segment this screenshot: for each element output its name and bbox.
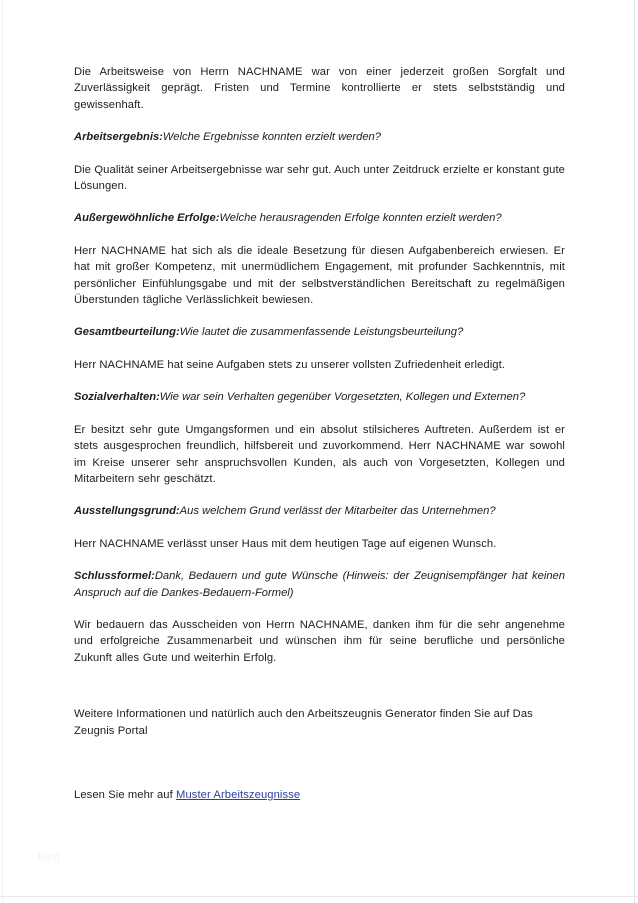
section-answer-arbeitsergebnis: Die Qualität seiner Arbeitsergebnisse war sehr gut. Auch unter Zeitdruck erzielte er konstant gute Lösungen. xyxy=(74,163,565,193)
section-heading-ausstellungsgrund xyxy=(74,503,565,519)
spacer xyxy=(74,601,565,617)
spacer xyxy=(74,146,565,162)
section-question: Welche Ergebnisse konnten erzielt werden? xyxy=(162,131,381,144)
spacer xyxy=(74,308,565,324)
section-heading-schlussformel xyxy=(74,568,565,601)
section-label: Außergewöhnliche Erfolge: xyxy=(74,212,220,225)
spacer xyxy=(74,771,565,787)
section-label: Gesamtbeurteilung: xyxy=(74,326,180,339)
spacer xyxy=(74,552,565,568)
read-more-prefix: Lesen Sie mehr auf xyxy=(74,788,177,801)
spacer xyxy=(74,406,565,422)
section-label: Arbeitsergebnis: xyxy=(74,131,163,144)
section-answer-schlussformel: Wir bedauern das Ausscheiden von Herrn NACHNAME, danken ihm für die sehr angenehme und erfolgreiche Zusammenarbeit und wünschen ihm für seine berufliche und persönliche Zukunft alles Gute und weiterhin Erfolg. xyxy=(74,618,565,664)
section-label: Schlussformel: xyxy=(74,570,155,583)
section-answer-sozialverhalten: Er besitzt sehr gute Umgangsformen und ein absolut stilsicheres Auftreten. Außerdem ist er stets ausgesprochen freundlich, hilfsbereit und zuvorkommend. Herr NACHNAME war sowohl im Kreise unserer sehr anspruchsvollen Kunden, als auch von Vorgesetzten, Kollegen und Mitarbeitern sehr geschätzt. xyxy=(74,423,565,485)
page-watermark: blog xyxy=(38,851,60,863)
section-question: Dank, Bedauern und gute Wünsche (Hinweis: der Zeugnisempfänger hat keinen Anspruch auf die Dankes-Bedauern-Formel) xyxy=(74,570,565,599)
section-label: Sozialverhalten: xyxy=(74,391,160,404)
closing-paragraph: Weitere Informationen und natürlich auch den Arbeitszeugnis Generator finden Sie auf Das Zeugnis Portal xyxy=(74,708,533,737)
spacer xyxy=(74,487,565,503)
page-edge-bottom xyxy=(0,896,638,897)
muster-arbeitszeugnisse-link[interactable]: Muster Arbeitszeugnisse xyxy=(176,788,301,801)
spacer xyxy=(74,227,565,243)
spacer xyxy=(74,373,565,389)
document-content xyxy=(74,64,565,803)
section-question: Aus welchem Grund verlässt der Mitarbeiter das Unternehmen? xyxy=(179,505,496,518)
read-more-line xyxy=(74,787,565,803)
spacer xyxy=(74,666,565,706)
section-answer-aussergewoehnliche-erfolge: Herr NACHNAME hat sich als die ideale Besetzung für diesen Aufgabenbereich erwiesen. Er hat mit großer Kompetenz, mit unermüdlichem Engagement, mit profunder Sachkenntnis, mit persönlicher Einfühlungsgabe und mit der selbstverständlichen Bereitschaft zu regelmäßigen Überstunden tägliche Verlässlichkeit bewiesen. xyxy=(74,244,565,307)
section-question: Wie lautet die zusammenfassende Leistungsbeurteilung? xyxy=(179,326,464,339)
page-edge-left xyxy=(2,0,3,903)
spacer xyxy=(74,341,565,357)
section-answer-ausstellungsgrund: Herr NACHNAME verlässt unser Haus mit dem heutigen Tage auf eigenen Wunsch. xyxy=(74,537,497,550)
section-heading-aussergewoehnliche-erfolge xyxy=(74,210,565,226)
section-label: Ausstellungsgrund: xyxy=(74,505,180,518)
page-edge-right xyxy=(634,0,635,903)
spacer xyxy=(74,520,565,536)
section-heading-gesamtbeurteilung xyxy=(74,324,565,340)
section-answer-gesamtbeurteilung: Herr NACHNAME hat seine Aufgaben stets zu unserer vollsten Zufriedenheit erledigt. xyxy=(74,358,506,371)
section-question: Wie war sein Verhalten gegenüber Vorgesetzten, Kollegen und Externen? xyxy=(159,391,526,404)
section-heading-arbeitsergebnis xyxy=(74,129,565,145)
section-heading-sozialverhalten xyxy=(74,389,565,405)
section-question: Welche herausragenden Erfolge konnten erzielt werden? xyxy=(219,212,502,225)
spacer xyxy=(74,194,565,210)
spacer xyxy=(74,113,565,129)
intro-paragraph: Die Arbeitsweise von Herrn NACHNAME war von einer jederzeit großen Sorgfalt und Zuverlässigkeit geprägt. Fristen und Termine kontrollierte er stets selbstständig und gewissenhaft. xyxy=(74,66,565,111)
spacer xyxy=(74,739,565,771)
